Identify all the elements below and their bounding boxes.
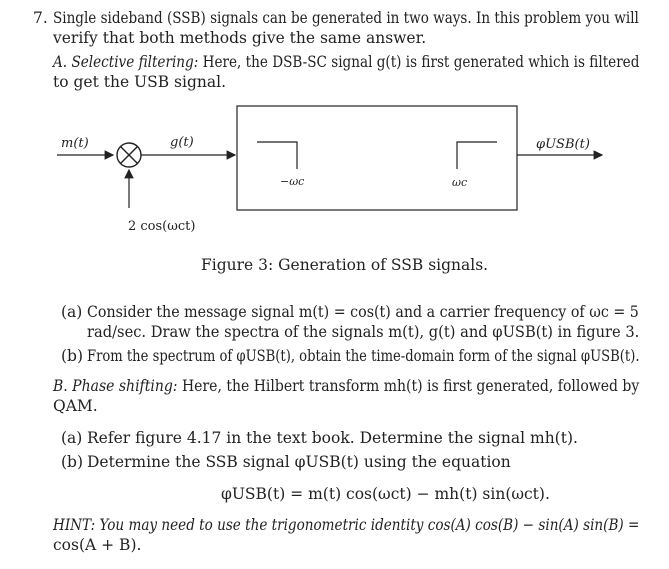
input-label: m(t) <box>61 136 89 151</box>
problem-intro-line2: verify that both methods give the same answer. <box>53 29 427 47</box>
hint-line1: HINT: You may need to use the trigonometric identity cos(A) cos(B) − sin(A) sin(B) = <box>53 516 640 534</box>
part-b-a-label: (a) <box>61 429 83 447</box>
mixer-output-label: g(t) <box>170 135 194 150</box>
hint-line2: cos(A + B). <box>53 536 142 554</box>
problem-number: 7. <box>33 9 48 27</box>
carrier-label: 2 cos(ωct) <box>128 219 196 234</box>
part-a-b-label: (b) <box>61 347 84 365</box>
section-a-heading: A. Selective filtering: <box>53 53 199 71</box>
problem-intro-line1: Single sideband (SSB) signals can be generated in two ways. In this problem you will <box>53 9 639 27</box>
usb-filter-box <box>237 106 517 210</box>
pos-freq-label: ωc <box>452 176 468 189</box>
part-a-b-line1: From the spectrum of φUSB(t), obtain the time-domain form of the signal φUSB(t). <box>87 347 640 365</box>
part-b-b-line1: Determine the SSB signal φUSB(t) using the equation <box>87 453 511 471</box>
part-a-a-label: (a) <box>61 303 83 321</box>
section-a-line2: to get the USB signal. <box>53 73 226 91</box>
part-a-a-line1: Consider the message signal m(t) = cos(t) and a carrier frequency of ωc = 5 <box>87 303 639 321</box>
output-label: φUSB(t) <box>536 137 590 152</box>
section-a-text: Here, the DSB-SC signal g(t) is first generated which is filtered <box>198 53 640 71</box>
section-b-line2: QAM. <box>53 397 98 415</box>
ssb-block-diagram <box>0 0 669 250</box>
figure-caption: Figure 3: Generation of SSB signals. <box>201 256 489 274</box>
filter-left-passband <box>257 142 297 169</box>
section-b-heading: B. Phase shifting: <box>53 377 178 395</box>
part-b-b-label: (b) <box>61 453 84 471</box>
section-b-line1 <box>53 376 639 396</box>
part-b-a-line1: Refer figure 4.17 in the text book. Determine the signal mh(t). <box>87 429 578 447</box>
part-a-a-line2: rad/sec. Draw the spectra of the signals m(t), g(t) and φUSB(t) in figure 3. <box>87 323 640 341</box>
neg-freq-label: −ωc <box>280 175 305 188</box>
filter-right-passband <box>457 142 497 169</box>
ssb-equation: φUSB(t) = m(t) cos(ωct) − mh(t) sin(ωct). <box>221 485 550 503</box>
section-b-text: Here, the Hilbert transform mh(t) is first generated, followed by <box>177 377 640 395</box>
mixer-icon <box>117 143 141 167</box>
